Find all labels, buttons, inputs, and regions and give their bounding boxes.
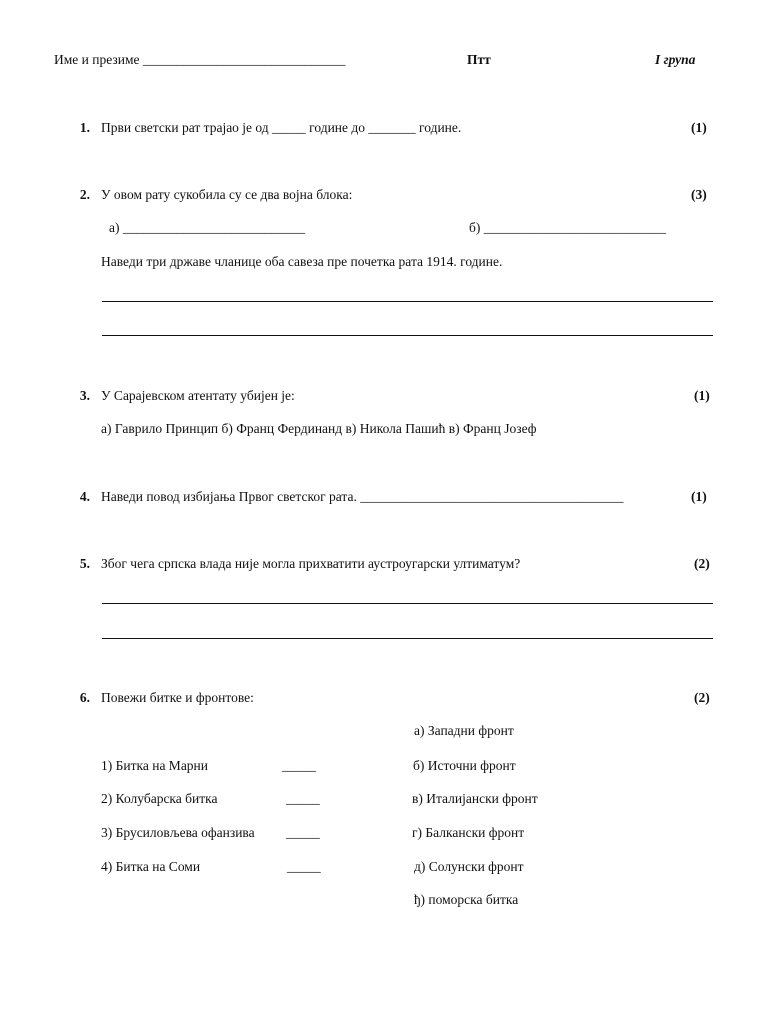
question-3-choices: а) Гаврило Принцип б) Франц Фердинанд в) Никола Пашић в) Франц Јозеф: [101, 421, 537, 436]
question-5-answer-line-2: [102, 638, 713, 639]
question-2-option-b: б) ___________________________: [469, 220, 666, 235]
question-2-answer-line-1: [102, 301, 713, 302]
question-6-number: 6.: [79, 690, 90, 705]
question-6-points: (2): [694, 690, 710, 705]
test-code: Птт: [467, 52, 491, 67]
question-5-number: 5.: [79, 556, 90, 571]
front-v: в) Италијански фронт: [412, 791, 538, 806]
battle-3-blank: _____: [286, 825, 320, 840]
battle-4-blank: _____: [287, 859, 321, 874]
question-3-text: У Сарајевском атентату убијен је:: [101, 388, 295, 403]
question-1-points: (1): [691, 120, 707, 135]
front-dj: ђ) поморска битка: [414, 892, 519, 907]
battle-1-blank: _____: [282, 758, 316, 773]
battle-2: 2) Колубарска битка: [101, 791, 218, 806]
front-g: г) Балкански фронт: [412, 825, 525, 840]
front-b: б) Источни фронт: [413, 758, 516, 773]
question-5-answer-line-1: [102, 603, 713, 604]
battle-2-blank: _____: [286, 791, 320, 806]
question-2-subtext: Наведи три државе чланице оба савеза пре почетка рата 1914. године.: [101, 254, 503, 269]
group-label: I група: [655, 52, 696, 67]
question-1-text: Први светски рат трајао је од _____ године до _______ године.: [101, 120, 462, 135]
question-2-option-a: а) ___________________________: [109, 220, 306, 235]
front-d: д) Солунски фронт: [414, 859, 524, 874]
battle-1: 1) Битка на Марни: [101, 758, 209, 773]
battle-4: 4) Битка на Соми: [101, 859, 201, 874]
question-2-text: У овом рату сукобила су се два војна блока:: [101, 187, 353, 202]
question-5-points: (2): [694, 556, 710, 571]
question-2-answer-line-2: [102, 335, 713, 336]
name-field-label: Име и презиме ______________________________: [54, 52, 346, 67]
question-4-number: 4.: [79, 489, 90, 504]
question-5-text: Због чега српска влада није могла прихватити аустроугарски ултиматум?: [101, 556, 521, 571]
question-4-text: Наведи повод избијања Првог светског рата. _______________________________________: [101, 489, 624, 504]
question-2-points: (3): [691, 187, 707, 202]
question-4-points: (1): [691, 489, 707, 504]
question-3-number: 3.: [79, 388, 90, 403]
front-a: а) Западни фронт: [414, 723, 514, 738]
question-3-points: (1): [694, 388, 710, 403]
question-1-number: 1.: [79, 120, 90, 135]
question-2-number: 2.: [79, 187, 90, 202]
battle-3: 3) Брусиловљева офанзива: [101, 825, 255, 840]
question-6-text: Повежи битке и фронтове:: [101, 690, 254, 705]
